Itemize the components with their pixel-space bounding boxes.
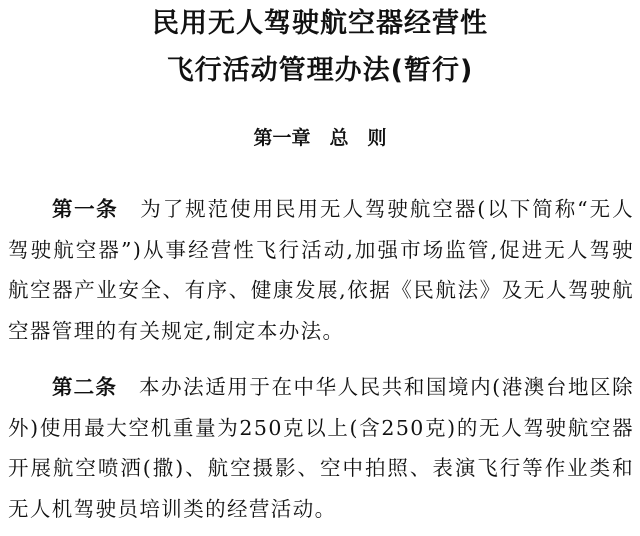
article-2 [8,367,634,529]
article-1 [8,189,634,351]
document-title-line-1: 民用无人驾驶航空器经营性 [152,8,488,39]
document-title-line-2: 飞行活动管理办法(暂行) [166,55,474,86]
article-1-text: 为了规范使用民用无人驾驶航空器(以下简称“无人驾驶航空器”)从事经营性飞行活动,加强市场监管,促进无人驾驶航空器产业安全、有序、健康发展,依据《民航法》及无人驾驶航空器管理的有关规定,制定本办法。 [8,197,634,343]
article-2-text: 本办法适用于在中华人民共和国境内(港澳台地区除外)使用最大空机重量为250克以上(含250克)的无人驾驶航空器开展航空喷洒(撒)、航空摄影、空中拍照、表演飞行等作业类和无人机驾驶员培训类的经营活动。 [8,375,634,521]
article-2-label: 第二条 [52,375,118,399]
chapter-heading: 第一章 总 则 [253,127,387,149]
article-1-label: 第一条 [52,197,119,221]
